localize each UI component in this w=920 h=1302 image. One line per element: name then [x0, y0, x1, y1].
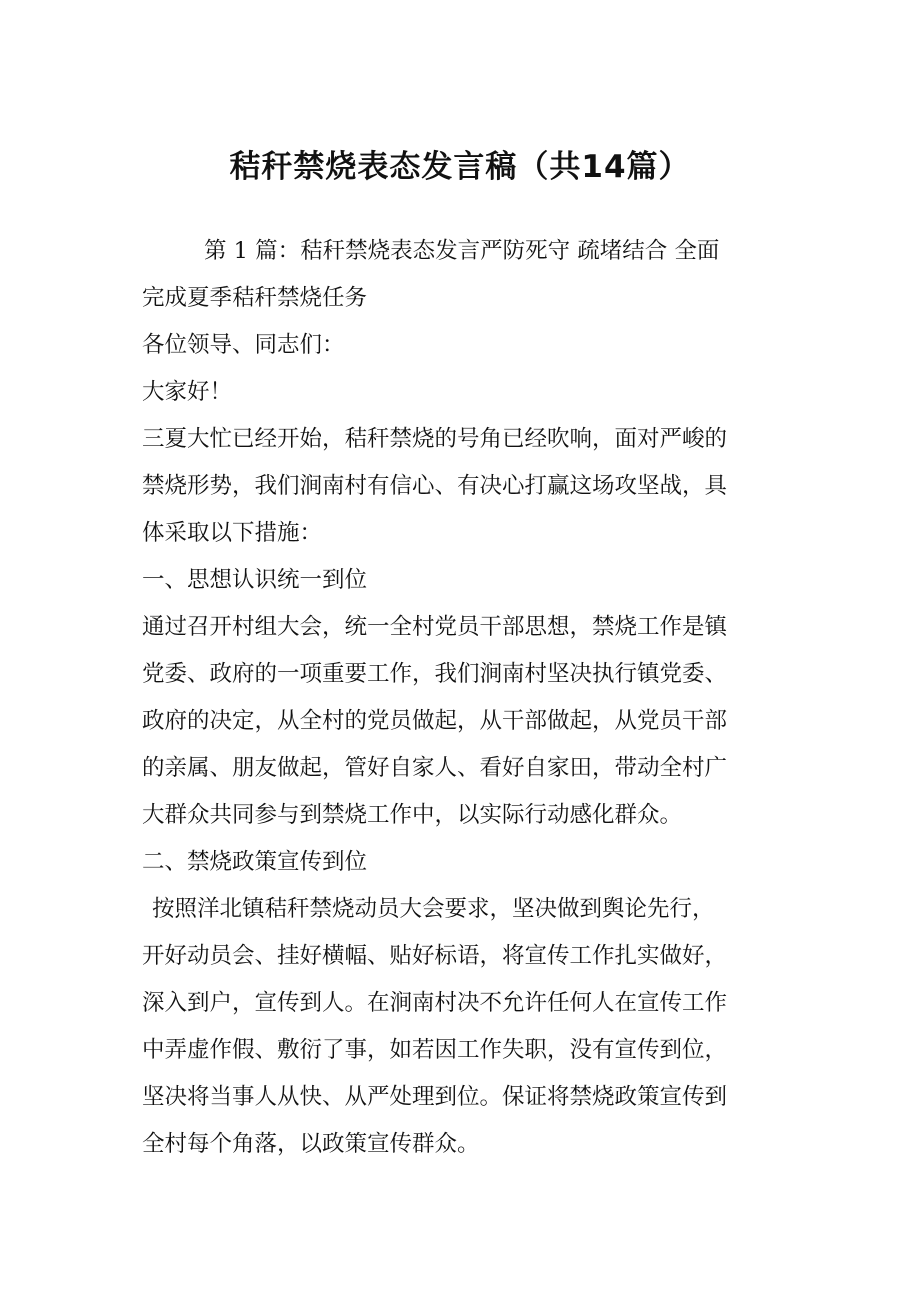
paragraph-line: 深入到户，宣传到人。在涧南村决不允许任何人在宣传工作 [142, 990, 728, 1016]
paragraph-line: 中弄虚作假、敷衍了事，如若因工作失职，没有宣传到位， [142, 1037, 728, 1063]
paragraph-line: 政府的决定，从全村的党员做起，从干部做起，从党员干部 [142, 708, 728, 734]
paragraph-line: 体采取以下措施： [142, 520, 323, 546]
greeting-line: 大家好！ [142, 379, 233, 405]
document-title: 秸秆禁烧表态发言稿（共14篇） [229, 149, 691, 185]
subheading-line: 一、思想认识统一到位 [142, 567, 368, 593]
paragraph-line: 全村每个角落，以政策宣传群众。 [142, 1131, 480, 1157]
document-body [142, 228, 792, 1168]
paragraph-line: 按照洋北镇秸秆禁烧动员大会要求，坚决做到舆论先行， [152, 896, 715, 922]
paragraph-line: 开好动员会、挂好横幅、贴好标语，将宣传工作扎实做好， [142, 943, 728, 969]
paragraph-line: 坚决将当事人从快、从严处理到位。保证将禁烧政策宣传到 [142, 1084, 728, 1110]
subheading-line: 二、禁烧政策宣传到位 [142, 849, 368, 875]
paragraph-line: 的亲属、朋友做起，管好自家人、看好自家田，带动全村广 [142, 755, 728, 781]
paragraph-line: 大群众共同参与到禁烧工作中，以实际行动感化群众。 [142, 802, 683, 828]
paragraph-line: 通过召开村组大会，统一全村党员干部思想，禁烧工作是镇 [142, 614, 728, 640]
salutation-line: 各位领导、同志们： [142, 332, 345, 358]
paragraph-line: 党委、政府的一项重要工作，我们涧南村坚决执行镇党委、 [142, 661, 728, 687]
section-heading-line: 第 1 篇：秸秆禁烧表态发言严防死守 疏堵结合 全面 [204, 238, 720, 264]
paragraph-line: 禁烧形势，我们涧南村有信心、有决心打赢这场攻坚战，具 [142, 473, 728, 499]
section-heading-line: 完成夏季秸秆禁烧任务 [142, 285, 368, 311]
paragraph-line: 三夏大忙已经开始，秸秆禁烧的号角已经吹响，面对严峻的 [142, 426, 728, 452]
